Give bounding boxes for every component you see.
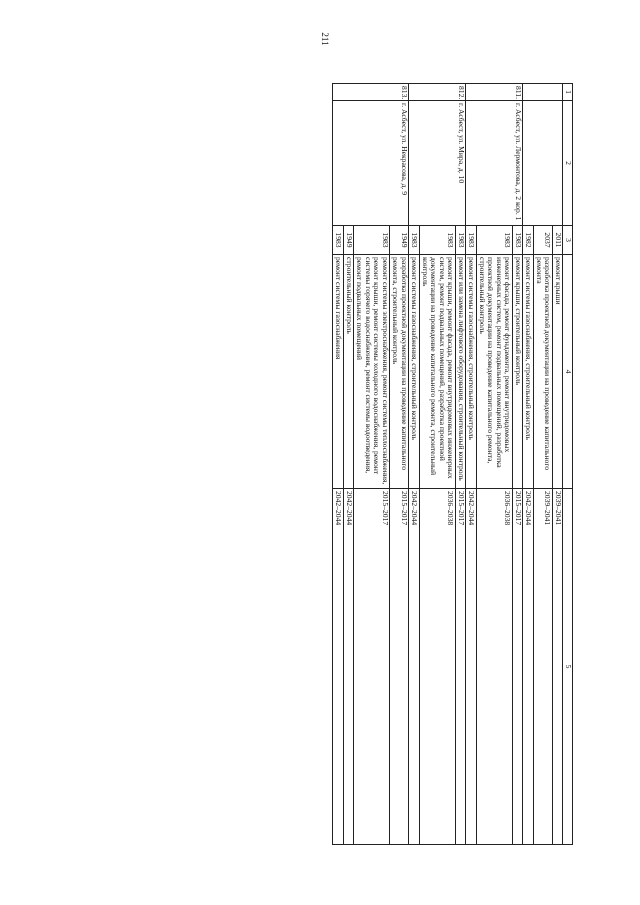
row-year: 1983 [409,226,420,255]
row-period: 2042–2044 [333,489,344,845]
row-year: 1983 [513,226,524,255]
row-works: ремонт крыши, строительный контроль [513,255,524,489]
row-address: г. Асбест, ул. Мира, д. 10 [409,101,466,226]
row-period: 2036–2038 [477,489,513,845]
rotated-table-container [81,83,573,845]
row-works: строительный контроль [344,255,355,489]
row-works: ремонт крыши, ремонт фасада, ремонт внутридомовых инженерных систем, ремонт подвальных помещений, разработка проектной документации на проведение капитального ремонта, строительный контроль [420,255,456,489]
row-period: 2015–2017 [390,489,409,845]
row-year: 1983 [420,226,456,255]
row-works: разработка проектной документации на проведение капитального ремонта, строительный контроль [390,255,409,489]
row-works: ремонт системы газоснабжения, строительный контроль [523,255,534,489]
row-year: 1949 [344,226,355,255]
row-works: разработка проектной документации на проведение капитального ремонта [534,255,553,489]
row-period: 2015–2017 [456,489,467,845]
row-year: 1983 [477,226,513,255]
row-year: 1983 [354,226,390,255]
header-col-3: 3 [563,226,573,255]
row-year: 1982 [523,226,534,255]
row-works: ремонт системы газоснабжения, строительный контроль [466,255,477,489]
row-number: 811. [466,84,523,101]
row-year: 1983 [456,226,467,255]
table-row [553,84,564,845]
row-period: 2042–2044 [409,489,420,845]
header-col-1: 1 [563,84,573,101]
row-address: г. Асбест, ул. Некрасова, д. 9 [333,101,409,226]
row-works: ремонт системы газоснабжения, строительный контроль [409,255,420,489]
row-works: ремонт фасада, ремонт фундамента, ремонт внутридомовых инженерных систем, ремонт подвальных помещений, разработка проектной документации на проведение капитального ремонта, строительный контроль [477,255,513,489]
row-period: 2042–2044 [344,489,355,845]
row-year: 1983 [333,226,344,255]
row-address [523,101,563,226]
header-col-2: 2 [563,101,573,226]
row-period: 2039–2041 [534,489,553,845]
row-works: ремонт системы электроснабжения, ремонт системы теплоснабжения, ремонт крыши, ремонт системы холодного водоснабжения, ремонт системы горячего водоснабжения, ремонт системы водоотведения, ремонт подвальных помещений [354,255,390,489]
row-number [523,84,563,101]
table-row [456,84,467,845]
row-year: 1949 [390,226,409,255]
row-number: 813. [333,84,409,101]
row-period: 2036–2038 [420,489,456,845]
row-year: 2037 [534,226,553,255]
table-header-row [563,84,573,845]
header-col-4: 4 [563,255,573,489]
row-period: 2015–2017 [354,489,390,845]
row-period: 2039–2041 [553,489,564,845]
row-period: 2015–2017 [513,489,524,845]
row-year: 2011 [553,226,564,255]
table-row [513,84,524,845]
row-works: ремонт крыши [553,255,564,489]
row-address: г. Асбест, ул. Лермонтова, д. 2 кор. 1 [466,101,523,226]
row-year: 1983 [466,226,477,255]
row-period: 2042–2044 [523,489,534,845]
row-number: 812. [409,84,466,101]
header-col-5: 5 [563,489,573,845]
page-number: 211 [320,32,330,46]
row-works: ремонт системы газоснабжения [333,255,344,489]
row-period: 2042–2044 [466,489,477,845]
table-row [390,84,409,845]
row-works: ремонт или замена лифтового оборудования, строительный контроль [456,255,467,489]
repair-schedule-table [333,83,574,845]
